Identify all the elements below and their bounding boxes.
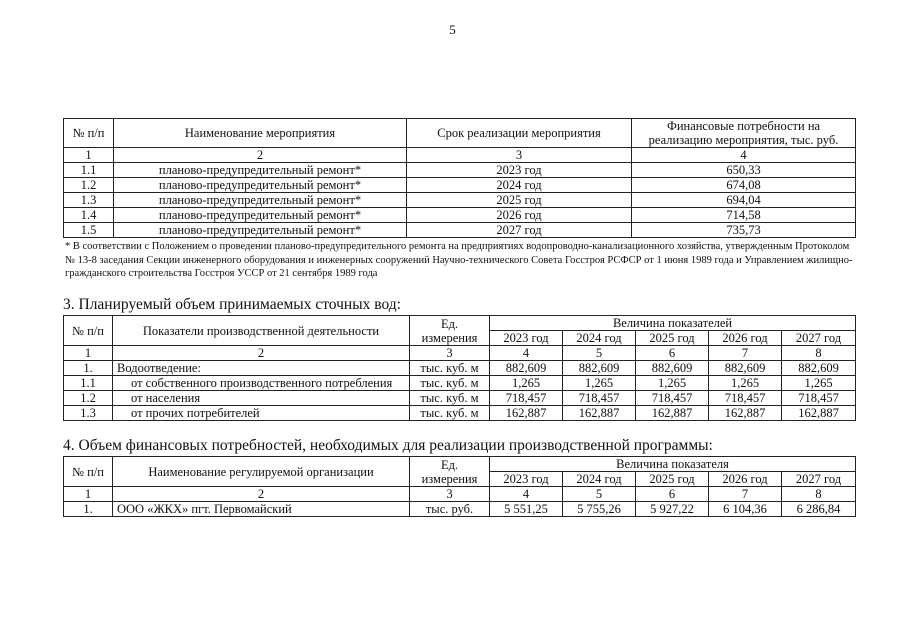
cell: 2025 год (407, 193, 632, 208)
header-group-cell: Величина показателя (490, 457, 856, 472)
cell: тыс. куб. м (410, 406, 490, 421)
cell: 718,457 (563, 391, 636, 406)
column-number: 3 (410, 346, 490, 361)
table-row (64, 208, 856, 223)
cell: планово-предупредительный ремонт* (114, 163, 407, 178)
year-header: 2027 год (782, 472, 856, 487)
cell: 1,265 (636, 376, 709, 391)
table-header-row (64, 316, 856, 331)
cell: 1. (64, 502, 113, 517)
cell: 162,887 (782, 406, 856, 421)
year-header: 2027 год (782, 331, 856, 346)
cell: ООО «ЖКХ» пгт. Первомайский (113, 502, 410, 517)
cell: 882,609 (709, 361, 782, 376)
header-cell: Ед. измерения (410, 457, 490, 487)
column-number-row (64, 346, 856, 361)
year-header: 2026 год (709, 472, 782, 487)
year-header: 2025 год (636, 331, 709, 346)
financial-needs-table (63, 456, 856, 517)
cell: от населения (113, 391, 410, 406)
table-row (64, 223, 856, 238)
cell: 882,609 (490, 361, 563, 376)
cell: 1. (64, 361, 113, 376)
cell: 1.4 (64, 208, 114, 223)
cell: 1.1 (64, 163, 114, 178)
header-cell: Финансовые потребности на реализацию мероприятия, тыс. руб. (632, 119, 856, 148)
wastewater-volume-table (63, 315, 856, 421)
cell: 1,265 (490, 376, 563, 391)
cell: от прочих потребителей (113, 406, 410, 421)
column-number: 2 (114, 148, 407, 163)
cell: 5 755,26 (563, 502, 636, 517)
cell: 694,04 (632, 193, 856, 208)
cell: 882,609 (636, 361, 709, 376)
cell: планово-предупредительный ремонт* (114, 178, 407, 193)
column-number-row (64, 487, 856, 502)
cell: планово-предупредительный ремонт* (114, 193, 407, 208)
cell: 1,265 (709, 376, 782, 391)
table-row (64, 502, 856, 517)
cell: 718,457 (490, 391, 563, 406)
cell: 2024 год (407, 178, 632, 193)
cell: тыс. куб. м (410, 391, 490, 406)
cell: 162,887 (563, 406, 636, 421)
header-cell: № п/п (64, 119, 114, 148)
header-cell: Показатели производственной деятельности (113, 316, 410, 346)
column-number: 4 (490, 487, 563, 502)
cell: 6 286,84 (782, 502, 856, 517)
section-title: 3. Планируемый объем принимаемых сточных вод: (63, 296, 401, 313)
cell: 2027 год (407, 223, 632, 238)
cell: планово-предупредительный ремонт* (114, 223, 407, 238)
year-header: 2023 год (490, 331, 563, 346)
header-cell: № п/п (64, 457, 113, 487)
cell: 162,887 (490, 406, 563, 421)
year-header: 2023 год (490, 472, 563, 487)
header-cell: Срок реализации мероприятия (407, 119, 632, 148)
cell: 1,265 (563, 376, 636, 391)
table-row (64, 178, 856, 193)
year-header: 2024 год (563, 331, 636, 346)
section-title: 4. Объем финансовых потребностей, необходимых для реализации производственной программы: (63, 437, 713, 454)
footnote: * В соответствии с Положением о проведении планово-предупредительного ремонта на предприятиях водопроводно-канализационного хозяйства, утвержденным Протоколом № 13-8 заседания Секции инженерного оборудования и инженерных сооружений Научно-технического Совета Госстроя РСФСР от 1 июня 1989 года и Управлением жилищно-гражданского строительства Госстроя УССР от 21 сентября 1989 года (65, 241, 853, 279)
table-row (64, 193, 856, 208)
cell: 718,457 (709, 391, 782, 406)
column-number: 8 (782, 346, 856, 361)
cell: 5 927,22 (636, 502, 709, 517)
column-number: 1 (64, 346, 113, 361)
page-number: 5 (449, 22, 456, 37)
cell: 735,73 (632, 223, 856, 238)
column-number: 3 (410, 487, 490, 502)
cell: от собственного производственного потребления (113, 376, 410, 391)
cell: 1,265 (782, 376, 856, 391)
cell: планово-предупредительный ремонт* (114, 208, 407, 223)
column-number: 2 (113, 346, 410, 361)
cell: 1.3 (64, 193, 114, 208)
column-number: 6 (636, 487, 709, 502)
table-row (64, 361, 856, 376)
year-header: 2025 год (636, 472, 709, 487)
cell: тыс. куб. м (410, 376, 490, 391)
header-group-cell: Величина показателей (490, 316, 856, 331)
column-number: 8 (782, 487, 856, 502)
column-number: 4 (632, 148, 856, 163)
cell: 2023 год (407, 163, 632, 178)
cell: 650,33 (632, 163, 856, 178)
cell: тыс. куб. м (410, 361, 490, 376)
table-row (64, 163, 856, 178)
header-cell: Наименование регулируемой организации (113, 457, 410, 487)
table-header-row (64, 457, 856, 472)
column-number: 6 (636, 346, 709, 361)
header-cell: № п/п (64, 316, 113, 346)
table-row (64, 391, 856, 406)
cell: 6 104,36 (709, 502, 782, 517)
cell: Водоотведение: (113, 361, 410, 376)
header-cell: Наименование мероприятия (114, 119, 407, 148)
cell: 714,58 (632, 208, 856, 223)
cell: 1.5 (64, 223, 114, 238)
column-number: 2 (113, 487, 410, 502)
column-number: 1 (64, 487, 113, 502)
cell: 1.3 (64, 406, 113, 421)
table-row (64, 376, 856, 391)
cell: 1.2 (64, 391, 113, 406)
cell: 882,609 (782, 361, 856, 376)
column-number: 7 (709, 346, 782, 361)
cell: 162,887 (709, 406, 782, 421)
cell: 2026 год (407, 208, 632, 223)
column-number: 3 (407, 148, 632, 163)
cell: 674,08 (632, 178, 856, 193)
header-cell: Ед. измерения (410, 316, 490, 346)
column-number: 1 (64, 148, 114, 163)
maintenance-table (63, 118, 856, 238)
year-header: 2026 год (709, 331, 782, 346)
cell: 162,887 (636, 406, 709, 421)
year-header: 2024 год (563, 472, 636, 487)
table-row (64, 406, 856, 421)
column-number: 7 (709, 487, 782, 502)
column-number: 4 (490, 346, 563, 361)
cell: 1.2 (64, 178, 114, 193)
column-number: 5 (563, 487, 636, 502)
table-header-row (64, 119, 856, 148)
cell: 718,457 (636, 391, 709, 406)
cell: тыс. руб. (410, 502, 490, 517)
cell: 718,457 (782, 391, 856, 406)
cell: 1.1 (64, 376, 113, 391)
cell: 5 551,25 (490, 502, 563, 517)
cell: 882,609 (563, 361, 636, 376)
column-number: 5 (563, 346, 636, 361)
column-number-row (64, 148, 856, 163)
